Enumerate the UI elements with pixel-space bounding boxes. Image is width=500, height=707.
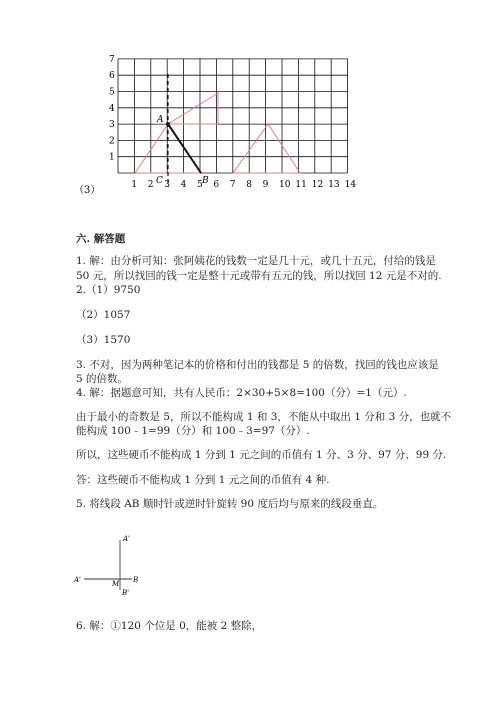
answer-5-line-1: 5. 将线段 AB 顺时针或逆时针旋转 90 度后均与原来的线段垂直。 <box>76 498 384 510</box>
answer-4-line-1: 4. 解：据题意可知，共有人民币：2×30+5×8=100（分）=1（元）. <box>76 387 407 399</box>
label-m: M <box>112 580 120 588</box>
point-c-label: C <box>156 176 163 186</box>
point-a-label: A <box>157 115 164 125</box>
section-heading: 六. 解答题 <box>76 233 126 245</box>
x-tick-label: 1 <box>131 180 138 190</box>
answer-1-line-2: 50 元，所以找回的钱一定是整十元或带有五元的钱，所以找回 12 元是不对的. <box>76 270 442 282</box>
x-tick-label: 13 <box>328 180 340 190</box>
answer-1-line-1: 1. 解：由分析可知：张阿姨花的钱数一定是几十元，或几十五元，付给的钱是 <box>76 255 436 267</box>
y-tick-label: 1 <box>109 152 115 163</box>
x-tick-label: 3 <box>164 180 170 190</box>
answer-3-line-1: 3. 不对，因为两种笔记本的价格和付出的钱都是 5 的倍数，找回的钱也应该是 <box>76 359 439 371</box>
point-b-label: B <box>202 176 209 186</box>
answer-2-part-3: （3）1570 <box>76 334 131 346</box>
answer-4-line-2: 由于最小的奇数是 5，所以不能构成 1 和 3，不能从中取出 1 分和 3 分，也就不 <box>76 411 452 423</box>
label-a-left: A' <box>74 576 81 584</box>
label-b: B <box>133 576 139 584</box>
y-tick-label: 6 <box>109 71 115 82</box>
x-tick-label: 9 <box>262 180 269 190</box>
x-tick-label: 4 <box>180 180 187 190</box>
segment-ab <box>168 124 201 173</box>
answer-6-line-1: 6. 解：①120 个位是 0，能被 2 整除， <box>76 620 263 632</box>
x-tick-label: 14 <box>344 180 357 190</box>
grid-lines <box>118 59 348 173</box>
figure-number-label: （3） <box>74 185 101 196</box>
y-tick-label: 3 <box>109 120 115 131</box>
y-tick-label: 7 <box>109 54 115 65</box>
rotation-figure <box>70 528 160 600</box>
left-triangle-shape <box>135 93 218 173</box>
x-tick-label: 12 <box>311 180 324 190</box>
x-tick-label: 10 <box>279 180 291 190</box>
y-tick-label: 4 <box>109 103 115 114</box>
answer-2-part-1: 2.（1）9750 <box>76 284 141 296</box>
right-triangle-shape <box>233 124 300 173</box>
answer-4-line-3: 能构成 100﹣1=99（分）和 100﹣3=97（分）. <box>76 425 310 437</box>
x-tick-label: 8 <box>246 180 252 190</box>
x-tick-label: 11 <box>295 180 307 190</box>
x-tick-label: 5 <box>197 180 203 190</box>
label-a-top: A' <box>123 535 130 543</box>
answer-2-part-2: （2）1057 <box>76 309 131 321</box>
label-b-bottom: B' <box>122 589 130 597</box>
x-tick-label: 2 <box>147 180 154 190</box>
point-a-dot <box>166 122 170 126</box>
y-tick-label: 5 <box>109 87 115 98</box>
answer-4-line-4: 所以，这些硬币不能构成 1 分到 1 元之间的币值有 1 分、3 分、97 分、99 分. <box>76 449 447 461</box>
y-tick-label: 2 <box>109 136 115 147</box>
grid-figure <box>70 54 370 212</box>
x-tick-label: 7 <box>229 180 236 190</box>
x-tick-label: 6 <box>213 180 220 190</box>
answer-4-line-5: 答：这些硬币不能构成 1 分到 1 元之间的币值有 4 种. <box>76 474 330 486</box>
answer-3-line-2: 5 的倍数。 <box>76 373 129 385</box>
